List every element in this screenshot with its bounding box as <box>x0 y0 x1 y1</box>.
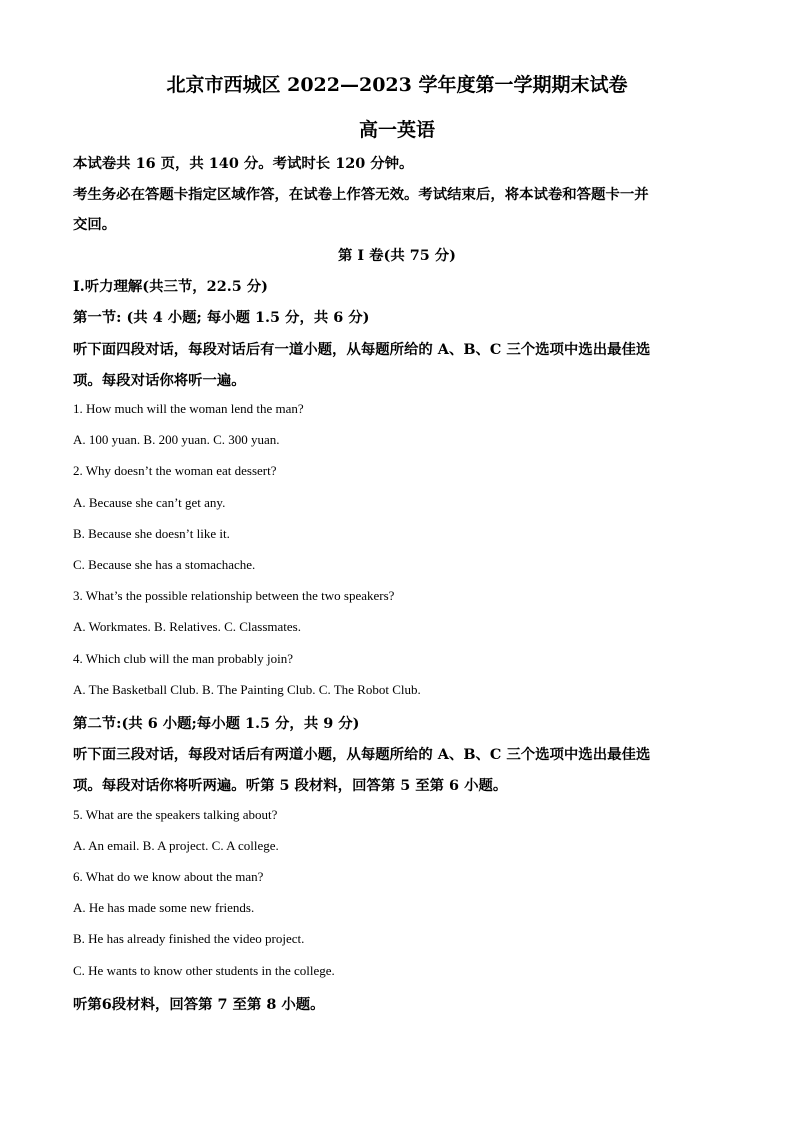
instruction-line: 听下面四段对话，每段对话后有一道小题，从每题所给的 A、B、C 三个选项中选出最佳选 <box>73 341 651 358</box>
question-line: 6. What do we know about the man? <box>73 869 264 884</box>
exam-title: 北京市西城区 2022—2023 学年度第一学期期末试卷 <box>166 74 628 96</box>
subsection-heading: 第一节: (共 4 小题; 每小题 1.5 分，共 6 分) <box>73 309 370 326</box>
intro-line: 交回。 <box>73 216 117 233</box>
question-line: A. The Basketball Club. B. The Painting Club. C. The Robot Club. <box>73 682 421 697</box>
intro-line: 本试卷共 16 页，共 140 分。考试时长 120 分钟。 <box>73 155 414 172</box>
instruction-line: 项。每段对话你将听两遍。听第 5 段材料，回答第 5 至第 6 小题。 <box>73 777 508 794</box>
instruction-line: 听下面三段对话，每段对话后有两道小题，从每题所给的 A、B、C 三个选项中选出最佳选 <box>73 746 651 763</box>
part-heading: 第 I 卷(共 75 分) <box>338 247 456 264</box>
question-line: A. An email. B. A project. C. A college. <box>73 838 279 853</box>
instruction-line: 项。每段对话你将听一遍。 <box>73 372 246 389</box>
question-line: B. He has already finished the video project. <box>73 931 305 946</box>
question-line: C. He wants to know other students in the college. <box>73 963 335 978</box>
question-line: 5. What are the speakers talking about? <box>73 807 278 822</box>
question-line: B. Because she doesn’t like it. <box>73 526 230 541</box>
intro-line: 考生务必在答题卡指定区域作答，在试卷上作答无效。考试结束后，将本试卷和答题卡一并 <box>73 186 649 203</box>
question-line: A. 100 yuan. B. 200 yuan. C. 300 yuan. <box>73 432 280 447</box>
question-line: 3. What’s the possible relationship between the two speakers? <box>73 588 395 603</box>
question-line: 1. How much will the woman lend the man? <box>73 401 304 416</box>
question-line: 4. Which club will the man probably join? <box>73 651 293 666</box>
question-line: 2. Why doesn’t the woman eat dessert? <box>73 463 277 478</box>
section-heading: Ⅰ.听力理解(共三节，22.5 分) <box>73 278 268 295</box>
subsection-heading: 第二节:(共 6 小题;每小题 1.5 分，共 9 分) <box>73 715 360 732</box>
question-line: A. Because she can’t get any. <box>73 495 226 510</box>
instruction-line: 听第6段材料，回答第 7 至第 8 小题。 <box>73 996 325 1013</box>
exam-subject: 高一英语 <box>358 119 435 141</box>
question-line: A. Workmates. B. Relatives. C. Classmates. <box>73 619 301 634</box>
question-line: A. He has made some new friends. <box>73 900 255 915</box>
question-line: C. Because she has a stomachache. <box>73 557 256 572</box>
